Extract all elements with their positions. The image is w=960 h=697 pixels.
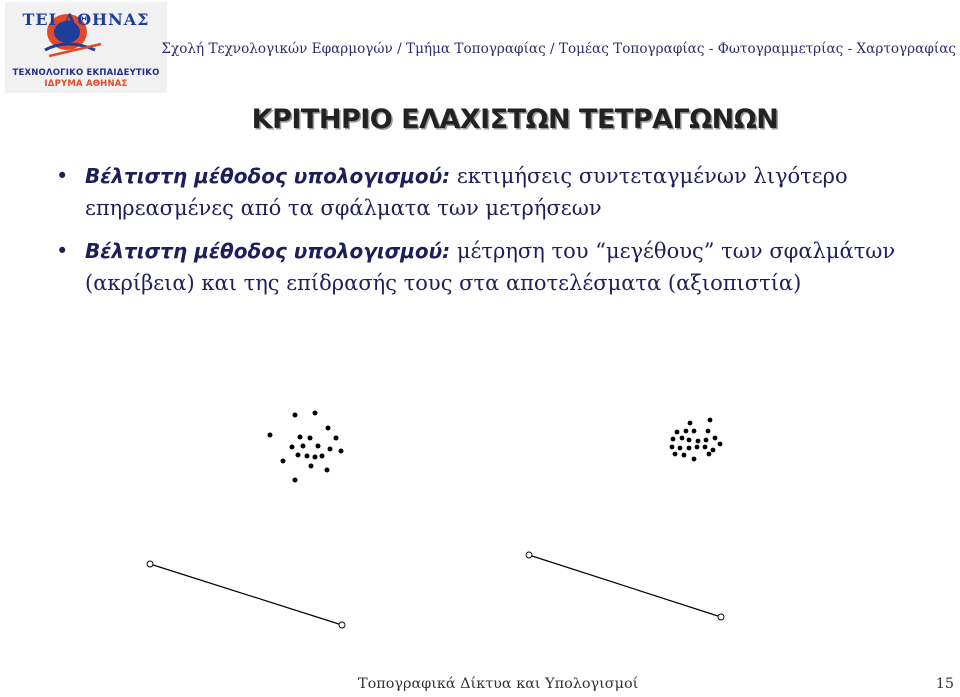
point-dot — [268, 433, 273, 438]
point-dot — [281, 459, 286, 464]
point-dot — [675, 430, 680, 435]
point-dot — [339, 449, 344, 454]
logo-line-2: ΙΔΡΥΜΑ ΑΘΗΝΑΣ — [44, 79, 128, 89]
endpoint-marker — [718, 614, 724, 620]
point-dot — [673, 452, 678, 457]
point-dot — [682, 453, 687, 458]
point-dot — [692, 457, 697, 462]
slide-title: ΚΡΙΤΗΡΙΟ ΕΛΑΧΙΣΤΩΝ ΤΕΤΡΑΓΩΝΩΝ — [251, 104, 779, 135]
point-dot — [293, 413, 298, 418]
point-dot — [305, 454, 310, 459]
point-dot — [687, 438, 692, 443]
point-dot — [326, 426, 331, 431]
logo-line-1: ΤΕΧΝΟΛΟΓΙΚΟ ΕΚΠΑΙΔΕΥΤΙΚΟ — [12, 68, 160, 78]
bullet-emphasis: Βέλτιστη μέθοδος υπολογισμού: — [85, 164, 451, 188]
tight-point-cluster — [670, 418, 723, 462]
point-dot — [706, 429, 711, 434]
point-dot — [296, 453, 301, 458]
point-dot — [696, 439, 701, 444]
point-dot — [328, 447, 333, 452]
bullet-marker: • — [56, 164, 69, 188]
point-dot — [687, 446, 692, 451]
endpoint-marker — [147, 561, 153, 567]
point-dot — [688, 421, 693, 426]
point-dot — [678, 446, 683, 451]
endpoint-marker — [339, 622, 345, 628]
baseline-segment-left — [147, 561, 345, 628]
bullet-text: μέτρηση του “μεγέθους” των σφαλμάτων (ακρίβεια) και της επίδρασής τους στα αποτελέσματα (αξιοπιστία) — [85, 239, 896, 295]
point-dot — [684, 429, 689, 434]
page-number: 15 — [935, 676, 954, 692]
logo-name: ΤΕΙ ΑΘΗΝΑΣ — [22, 10, 150, 29]
point-dot — [713, 436, 718, 441]
point-dot — [334, 436, 339, 441]
point-dot — [325, 468, 330, 473]
point-dot — [704, 438, 709, 443]
bullet-text: εκτιμήσεις συντεταγμένων λιγότερο επηρεασμένες από τα σφάλματα των μετρήσεων — [85, 164, 848, 220]
point-dot — [695, 445, 700, 450]
point-dot — [708, 418, 713, 423]
institution-header: Σχολή Τεχνολογικών Εφαρμογών / Τμήμα Τοπογραφίας / Τομέας Τοπογραφίας - Φωτογραμμετρίας - Χαρτογραφίας — [161, 41, 956, 57]
point-dot — [671, 437, 676, 442]
point-dot — [692, 429, 697, 434]
bullet-marker: • — [56, 239, 69, 263]
point-dot — [680, 436, 685, 441]
bullet-emphasis: Βέλτιστη μέθοδος υπολογισμού: — [85, 239, 451, 263]
point-dot — [711, 448, 716, 453]
point-dot — [703, 445, 708, 450]
point-dot — [313, 455, 318, 460]
point-dot — [308, 436, 313, 441]
point-dot — [320, 454, 325, 459]
point-dot — [290, 445, 295, 450]
point-dot — [309, 464, 314, 469]
scattered-point-cluster — [268, 411, 344, 483]
point-dot — [298, 435, 303, 440]
endpoint-marker — [526, 552, 532, 558]
point-dot — [670, 445, 675, 450]
point-dot — [316, 444, 321, 449]
baseline-segment-right — [526, 552, 724, 620]
point-dot — [301, 444, 306, 449]
point-dot — [293, 478, 298, 483]
point-dot — [707, 452, 712, 457]
point-dot — [313, 411, 318, 416]
point-dot — [718, 442, 723, 447]
footer-course-title: Τοπογραφικά Δίκτυα και Υπολογισμοί — [358, 676, 639, 692]
